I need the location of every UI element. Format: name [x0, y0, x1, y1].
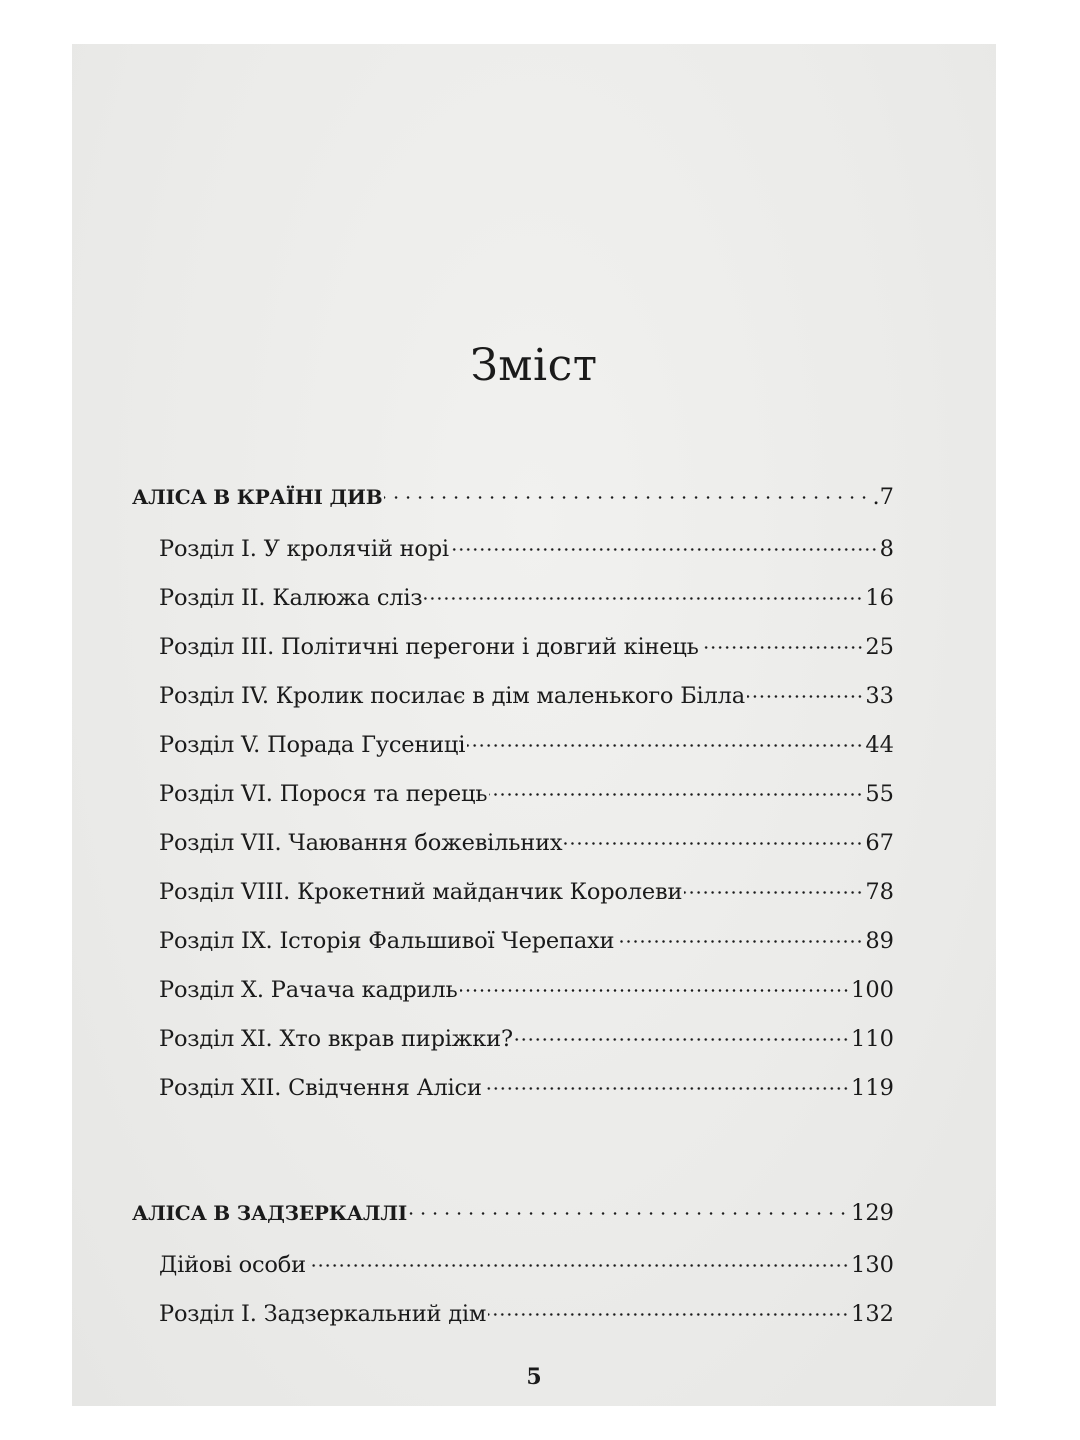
dot-leader: [515, 1038, 849, 1041]
dot-leader: [384, 496, 870, 499]
toc-entry: [132, 830, 894, 879]
dot-leader: [488, 1313, 849, 1316]
dot-leader: [308, 1264, 849, 1267]
toc-part-heading: [132, 1200, 894, 1252]
toc-entry-label: Розділ I. Задзеркальний дім: [159, 1301, 487, 1327]
toc-entry-label: Розділ II. Калюжа сліз: [159, 585, 423, 611]
toc-entry-label: Розділ XI. Хто вкрав пиріжки?: [159, 1026, 513, 1052]
toc-entry: [132, 1075, 894, 1124]
toc-entry-label: Розділ X. Рачача кадриль: [159, 977, 458, 1003]
toc-section-wonderland: [132, 484, 894, 1124]
dot-leader: [424, 597, 863, 600]
toc-entry-label: Розділ I. У кролячій норі: [159, 536, 449, 562]
toc-entry: [132, 1026, 894, 1075]
toc-entry: [132, 585, 894, 634]
dot-leader: [564, 842, 863, 845]
toc-entry-label: Розділ III. Політичні перегони і довгий кінець: [159, 634, 699, 660]
toc-entry-page: 16: [865, 585, 894, 611]
dot-leader: [460, 989, 850, 992]
toc-entry-page: 119: [851, 1075, 894, 1101]
toc-entry-page: 25: [865, 634, 894, 660]
dot-leader: [489, 793, 863, 796]
toc-entry: [132, 732, 894, 781]
toc-entry: [132, 977, 894, 1026]
toc-entry-page: 78: [865, 879, 894, 905]
toc-entry-label: Розділ VI. Порося та перець: [159, 781, 488, 807]
toc-entry-page: 89: [865, 928, 894, 954]
toc-entry-label: Розділ IV. Кролик посилає в дім маленького Білла: [159, 683, 745, 709]
toc-entry: [132, 928, 894, 977]
dot-leader: [484, 1087, 849, 1090]
toc-entry-label: Розділ VIII. Крокетний майданчик Королеви: [159, 879, 683, 905]
toc-entry: [132, 879, 894, 928]
toc-entry: [132, 1301, 894, 1350]
dot-leader: [701, 646, 864, 649]
toc-section-looking-glass: [132, 1200, 894, 1350]
toc-entry-page: 33: [865, 683, 894, 709]
page-title: Зміст: [470, 340, 598, 391]
dot-leader: [467, 744, 863, 747]
toc-entry-label: Дійові особи: [159, 1252, 306, 1278]
toc-entry-page: 8: [879, 536, 894, 562]
toc-part-label: АЛІСА В КРАЇНІ ДИВ: [132, 485, 383, 509]
toc-entry: [132, 536, 894, 585]
toc-entry-page: 130: [851, 1252, 894, 1278]
toc-entry-label: Розділ XII. Свідчення Аліси: [159, 1075, 482, 1101]
page-number: 5: [526, 1364, 542, 1390]
toc-entry-page: 44: [865, 732, 894, 758]
toc-entry-page: 100: [851, 977, 894, 1003]
toc-entry-page: 55: [865, 781, 894, 807]
toc-entry-label: Розділ V. Порада Гусениці: [159, 732, 466, 758]
toc-entry: [132, 683, 894, 732]
toc-entry-label: Розділ IX. Історія Фальшивої Черепахи: [159, 928, 615, 954]
toc-entry-page: 67: [865, 830, 894, 856]
toc-part-page: 129: [851, 1200, 894, 1226]
toc-entry: [132, 781, 894, 830]
dot-leader: [409, 1212, 849, 1215]
toc-entry: [132, 1252, 894, 1301]
dot-leader: [747, 695, 863, 698]
dot-leader: [616, 940, 863, 943]
toc-entry-page: 132: [851, 1301, 894, 1327]
book-page: [72, 44, 996, 1406]
dot-leader: [451, 548, 878, 551]
toc-entry-label: Розділ VII. Чаювання божевільних: [159, 830, 563, 856]
toc-part-page: .7: [872, 484, 894, 510]
toc-part-label: АЛІСА В ЗАДЗЕРКАЛЛІ: [132, 1201, 407, 1225]
dot-leader: [684, 891, 863, 894]
toc-entry-page: 110: [851, 1026, 894, 1052]
toc-entry: [132, 634, 894, 683]
toc-part-heading: [132, 484, 894, 536]
